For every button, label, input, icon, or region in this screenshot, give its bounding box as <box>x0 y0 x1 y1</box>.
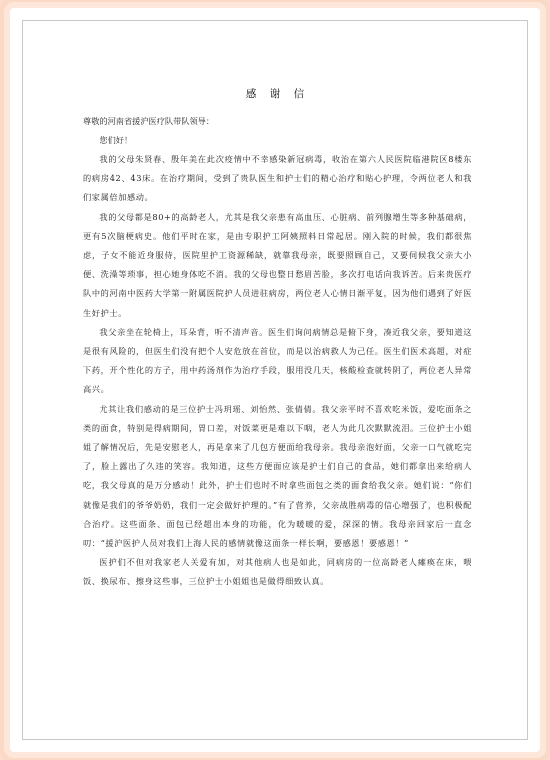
letter-paragraph-3: 我父亲坐在轮椅上，耳朵背，听不清声音。医生们询问病情总是俯下身，凑近我父亲，要知道这是很有风险的，但医生们没有把个人安危放在首位，而是以治病救人为己任。医生们医术高超，对症下药，开个性化的方子，用中药汤剂作为治疗手段，服用没几天，核酸检查就转阴了，两位老人异常高兴。 <box>83 326 472 395</box>
letter-title: 感 谢 信 <box>245 88 310 100</box>
letter-paragraph-4: 尤其让我们感动的是三位护士冯玥瑶、刘怡然、张倩倩。我父亲平时不喜欢吃米饭，爱吃面条之类的面食，特别是得病期间，胃口差，对饭菜更是难以下咽，老人为此几次默默流泪。三位护士小姐姐了解情况后，先是安慰老人，再是拿来了几包方便面给我母亲。我母亲泡好面，父亲一口气就吃完了，脸上露出了久违的笑容。我知道，这些方便面应该是护士们自己的食品，她们都拿出来给病人吃，我父母真的是万分感动！此外，护士们也时不时拿些面包之类的面食给我父亲。她们说：“你们就像是我们的爷爷奶奶，我们一定会做好护理的。”有了营养，父亲战胜病毒的信心增强了，也积极配合治疗。这些面条、面包已经超出本身的功能，化为暖暖的爱，深深的情。我母亲回家后一直念叨：“援沪医护人员对我们上海人民的感情就像这面条一样长啊，要感恩！要感恩！” <box>83 403 472 549</box>
letter-salutation: 尊敬的河南省援沪医疗队带队领导： <box>83 116 215 126</box>
letter-greeting: 您们好！ <box>99 135 133 145</box>
letter-paragraph-2: 我的父母都是80+的高龄老人，尤其是我父亲患有高血压、心脏病、前列腺增生等多种基础病，更有5次脑梗病史。他们平时在家，是由专职护工阿姨照料日常起居。刚入院的时候，我们都很焦虑，子女不能近身服侍，医院里护工资源稀缺，就靠我母亲，既要照顾自己，又要伺候我父亲大小便、洗澡等琐事，担心她身体吃不消。我的父母也整日愁眉苦脸，多次打电话向我诉苦。后来贵医疗队中的河南中医药大学第一附属医院护人员进驻病房，两位老人心情日渐平复，因为他们遇到了好医生好护士。 <box>83 211 472 318</box>
letter-paragraph-5: 医护们不但对我家老人关爱有加，对其他病人也是如此，同病房的一位高龄老人瘫痪在床，喂饭、换尿布、擦身这些事，三位护士小姐姐也是做得细致认真。 <box>83 557 472 587</box>
letter-paragraph-1: 我的父母朱贤春、殷年美在此次疫情中不幸感染新冠病毒，收治在第六人民医院临港院区8楼东的病房42、43床。在治疗期间，受到了贵队医生和护士们的精心治疗和贴心护理，令两位老人和我们家属倍加感动。 <box>83 154 472 203</box>
letter-body <box>83 86 472 592</box>
